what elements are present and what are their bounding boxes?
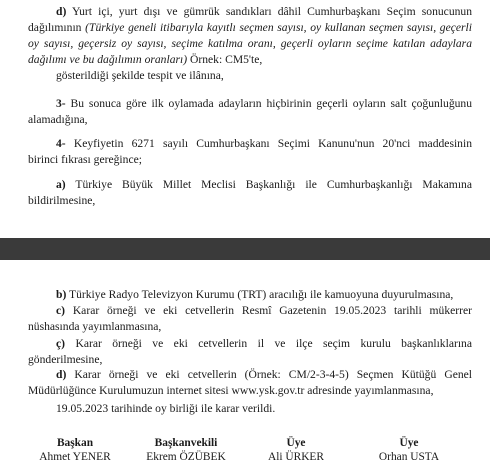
paragraph-text-italic: (Türkiye geneli itibarıyla kayıtlı seçmen sayısı, oy kullanan seçmen sayısı, geçerli <box>85 21 472 34</box>
paragraph-text: Karar örneği ve eki cetvellerin il ve ilçe seçim kurulu başkanlıklarına <box>75 337 472 350</box>
item-number: 3- <box>56 97 66 110</box>
signature-block-member-2 <box>354 436 464 464</box>
item-letter: c) <box>56 304 66 317</box>
paragraph-4 <box>28 136 472 168</box>
signature-name: Ahmet YENER <box>39 451 111 463</box>
signature-name: Ekrem ÖZÜBEK <box>146 451 226 463</box>
signature-role: Başkan <box>56 437 94 449</box>
paragraph-text: nüshasında yayımlanmasına, <box>28 320 162 333</box>
signature-name: Orhan USTA <box>378 451 440 463</box>
signature-role: Üye <box>286 437 306 449</box>
paragraph-d-bottom <box>28 367 472 399</box>
paragraph-text: birinci fıkrası gereğince; <box>28 153 142 166</box>
paragraph-text: Karar örneği ve eki cetvellerin (Örnek: CM/2-3-4-5) Seçmen Kütüğü Genel <box>74 368 472 381</box>
paragraph-text: gösterildiği şekilde tespit ve ilânına, <box>56 69 224 82</box>
paragraph-text: gönderilmesine, <box>28 353 103 366</box>
item-letter: d) <box>56 5 67 18</box>
closing-statement <box>56 401 456 417</box>
item-letter: b) <box>56 288 67 301</box>
item-letter: d) <box>56 368 67 381</box>
item-letter: ç) <box>56 337 66 350</box>
paragraph-a <box>28 177 472 209</box>
paragraph-text: bildirilmesine, <box>28 194 96 207</box>
paragraph-text-italic: oy sayısı, geçersiz oy sayısı, seçime katılma oranı, geçerli oyların seçime katılan adaylara <box>28 37 472 50</box>
closing-text: 19.05.2023 tarihinde oy birliği ile karar verildi. <box>56 402 276 415</box>
paragraph-text: Bu sonuca göre ilk oylamada adayların hiçbirinin geçerli oyların salt çoğunluğunu <box>70 97 473 110</box>
paragraph-c-cedilla <box>28 336 472 368</box>
signature-role: Üye <box>399 437 419 449</box>
paragraph-text: Türkiye Radyo Televizyon Kurumu (TRT) aracılığı ile kamuoyuna duyurulmasına, <box>69 288 454 301</box>
signature-block-member-1 <box>241 436 351 464</box>
signature-role: Başkanvekili <box>154 437 218 449</box>
paragraph-d-continuation <box>56 68 456 84</box>
paragraph-b <box>28 287 472 303</box>
signature-block-vice-president <box>131 436 241 464</box>
paragraph-text: dağılımının <box>28 21 82 34</box>
paragraph-3 <box>28 96 472 128</box>
signature-block-president <box>20 436 130 464</box>
paragraph-text-italic: dağılımı ve bu dağılımın oranları) <box>28 53 188 66</box>
paragraph-text: Yurt içi, yurt dışı ve gümrük sandıkları dâhil Cumhurbaşkanı Seçim sonucunun <box>72 5 473 18</box>
page-separator <box>0 238 490 260</box>
signature-name: Ali ÜRKER <box>267 451 324 463</box>
paragraph-text: Karar örneği ve eki cetvellerin Resmî Gazetenin 19.05.2023 tarihli mükerrer <box>72 304 472 317</box>
paragraph-text: Keyfiyetin 6271 sayılı Cumhurbaşkanı Seçimi Kanunu'nun 20'nci maddesinin <box>73 137 472 150</box>
paragraph-text: Müdürlüğünce Kurulumuzun internet sitesi www.ysk.gov.tr adresinde yayımlanmasına, <box>28 384 434 397</box>
paragraph-d-top <box>28 4 472 68</box>
paragraph-c <box>28 303 472 335</box>
paragraph-text: Örnek: CM5'te, <box>190 53 263 66</box>
item-number: 4- <box>56 137 66 150</box>
paragraph-text: Türkiye Büyük Millet Meclisi Başkanlığı ile Cumhurbaşkanlığı Makamına <box>75 178 472 191</box>
paragraph-text: alamadığına, <box>28 113 88 126</box>
item-letter: a) <box>56 178 66 191</box>
